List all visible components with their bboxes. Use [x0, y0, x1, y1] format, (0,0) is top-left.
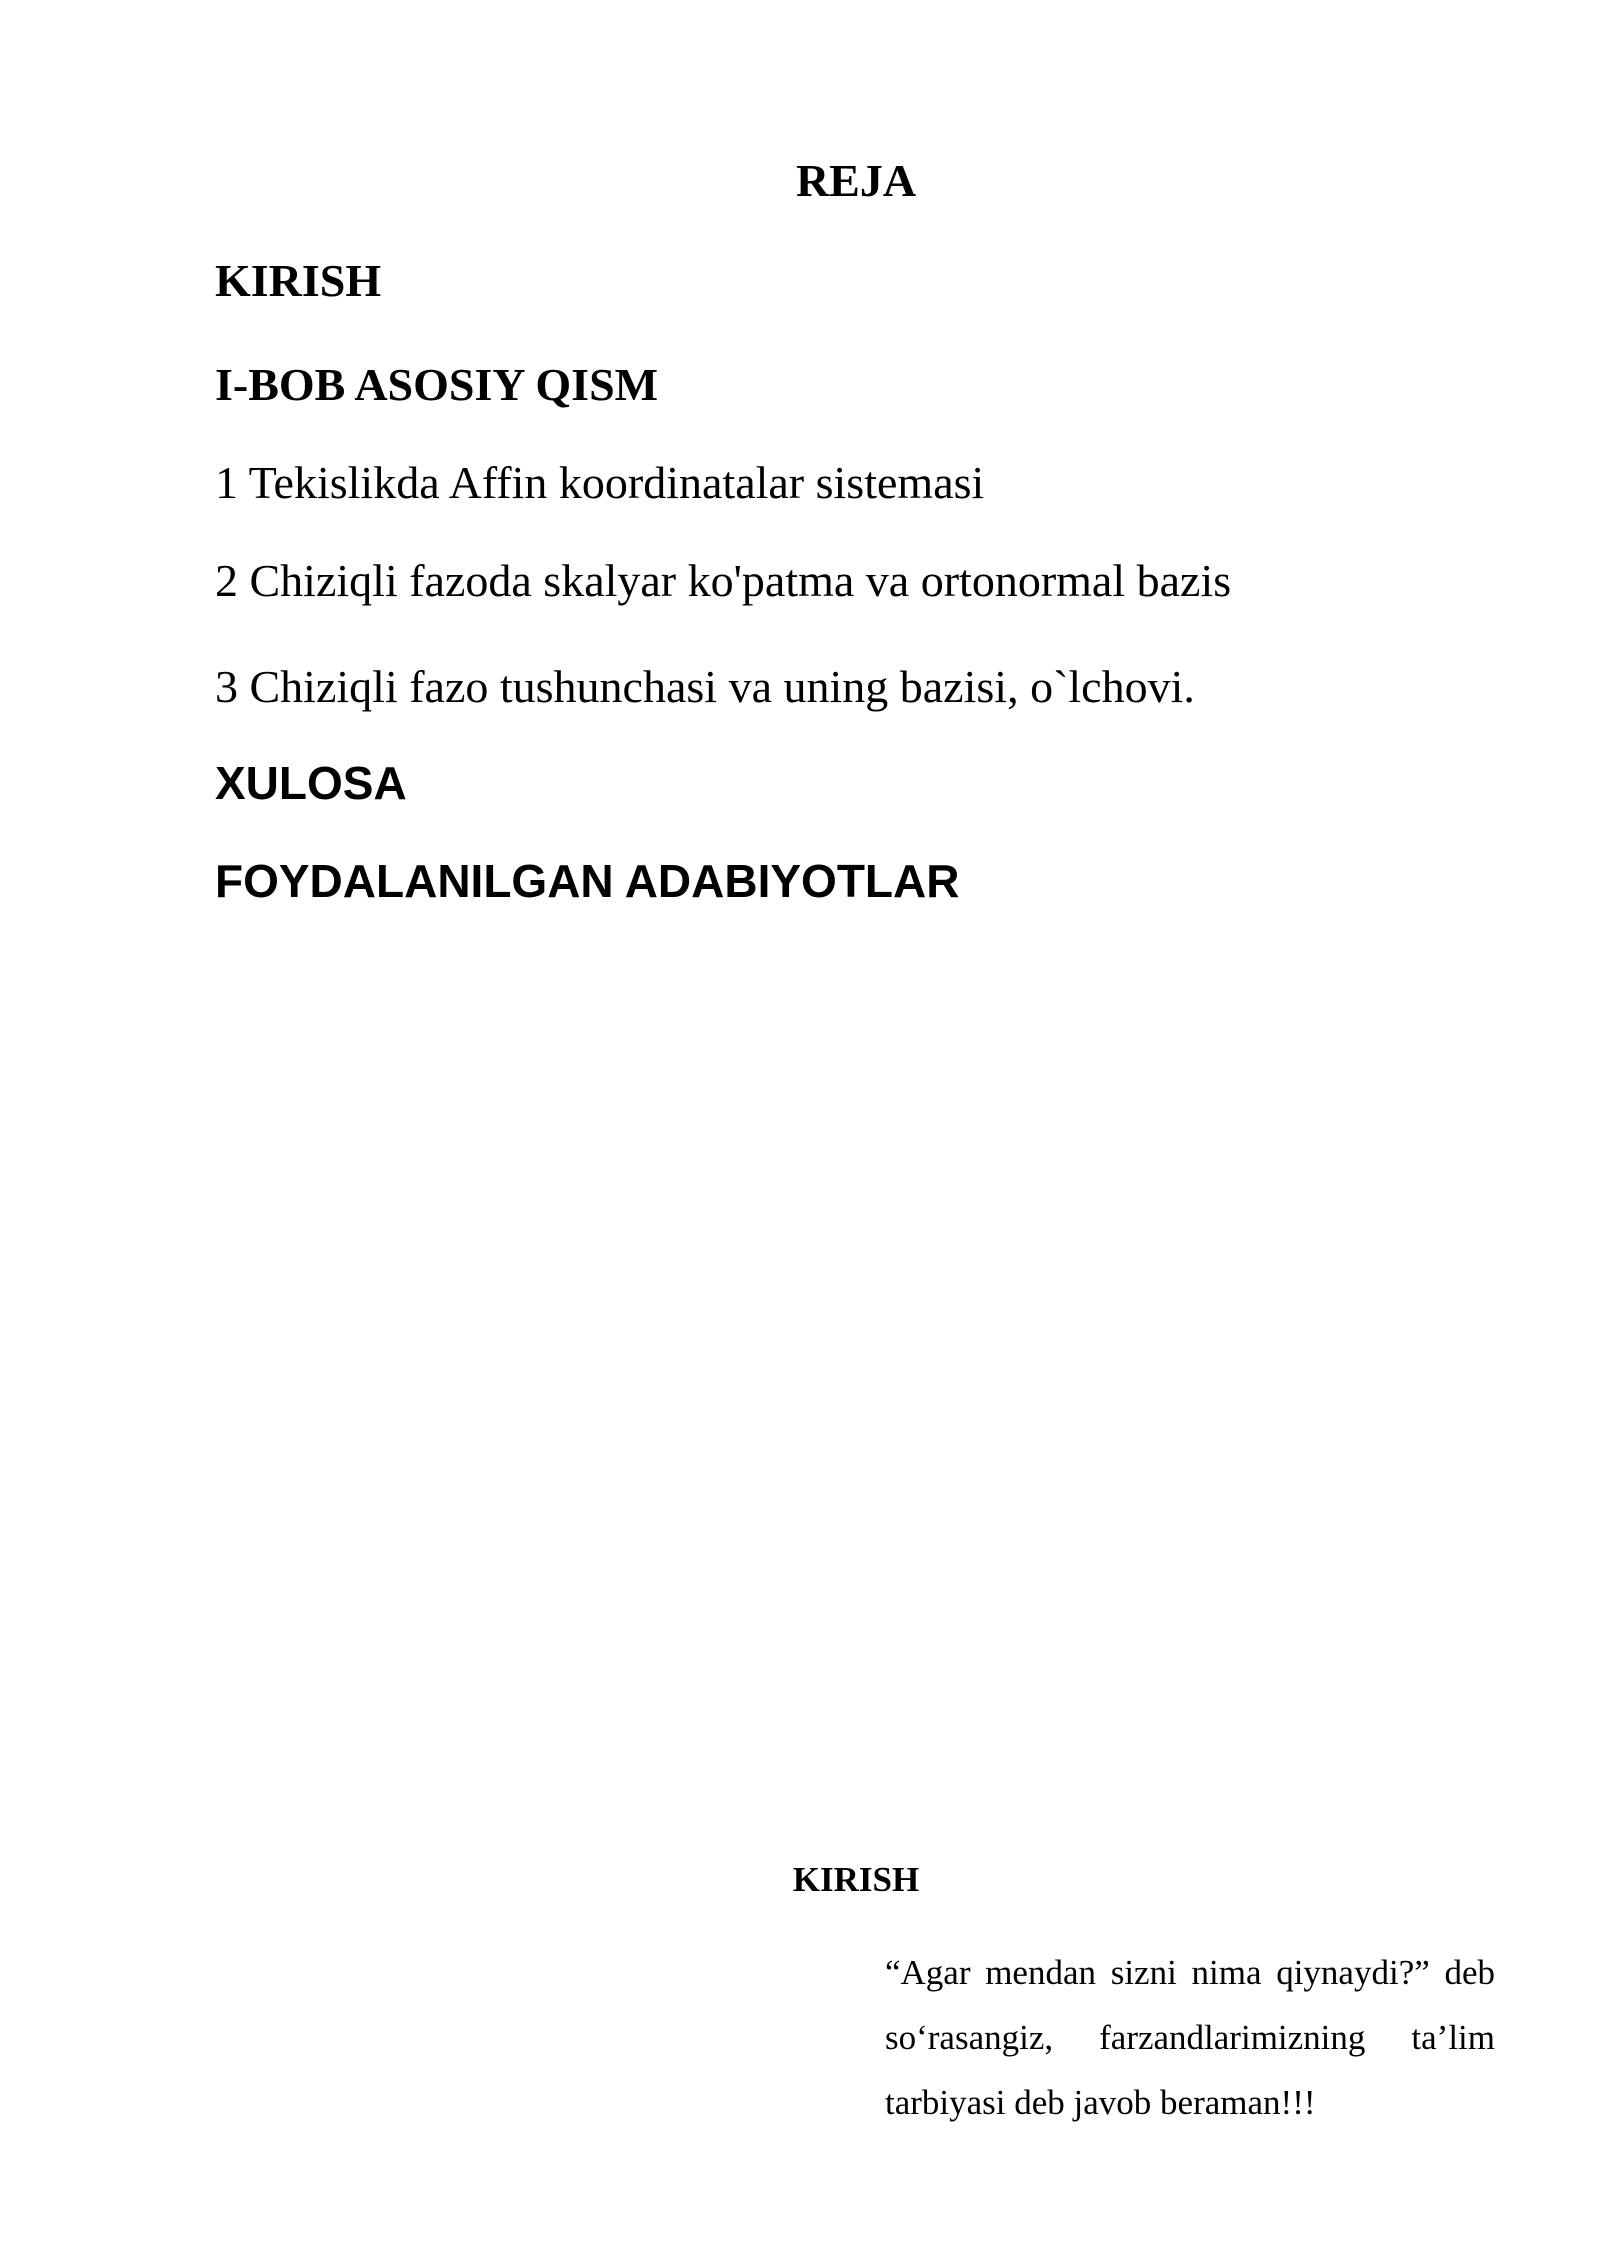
introduction-title: KIRISH: [792, 1860, 920, 1899]
introduction-epigraph: “Agar mendan sizni nima qiynaydi?” deb so‘rasangiz, farzandlarimizning ta’lim tarbiyasi deb javob beraman!!!: [885, 1953, 1495, 2122]
plan-intro-heading: KIRISH: [215, 255, 382, 306]
plan-conclusion-heading: XULOSA: [215, 757, 407, 809]
plan-item: 2 Chiziqli fazoda skalyar ko'patma va ortonormal bazis: [215, 555, 1232, 606]
plan-item: 1 Tekislikda Affin koordinatalar sistemasi: [215, 457, 985, 508]
plan-item: 3 Chiziqli fazo tushunchasi va uning bazisi, o`lchovi.: [215, 661, 1195, 712]
plan-title: REJA: [795, 155, 917, 206]
plan-chapter-heading: I-BOB ASOSIY QISM: [215, 359, 659, 410]
plan-references-heading: FOYDALANILGAN ADABIYOTLAR: [215, 855, 960, 907]
